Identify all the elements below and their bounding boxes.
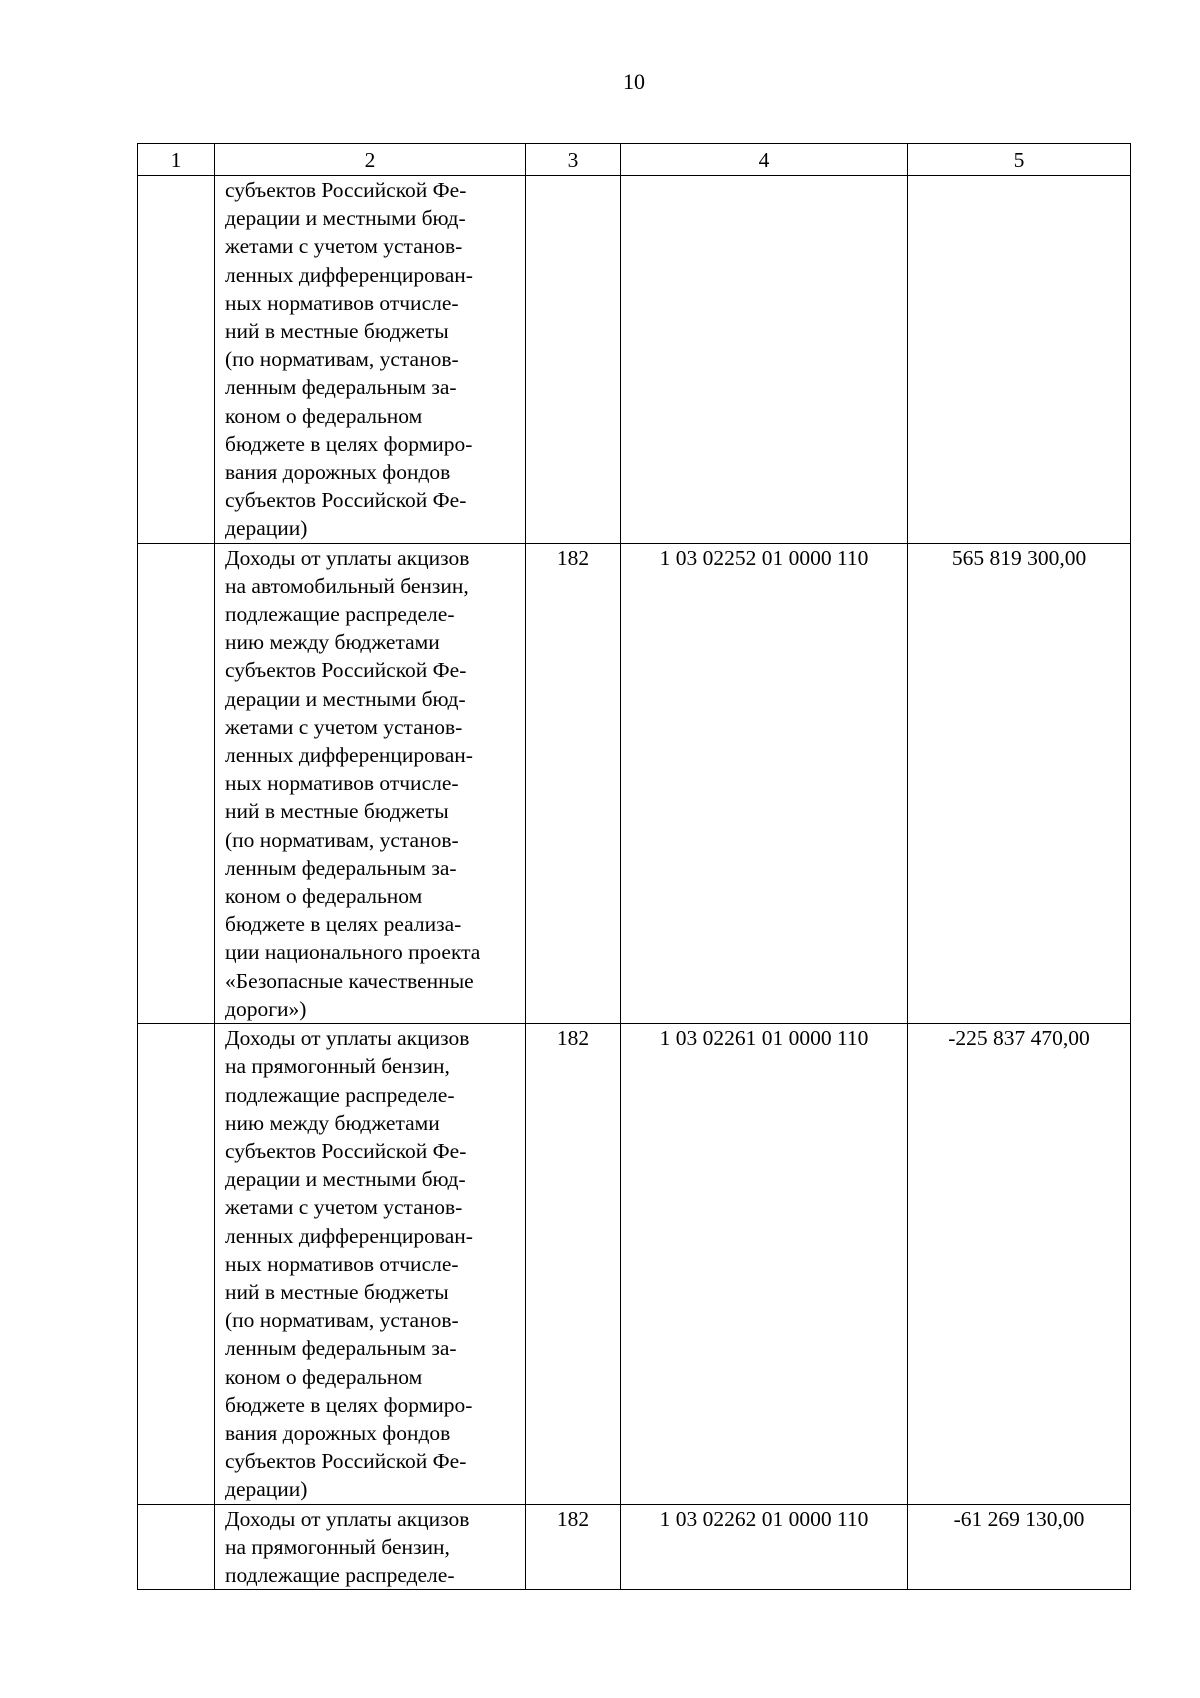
- table-row: [138, 176, 1131, 544]
- table-header-row: [138, 144, 1131, 176]
- header-col-2: 2: [215, 144, 526, 176]
- description-line: ленных дифференцирован-: [225, 262, 473, 287]
- description-line: дерации и местными бюд-: [225, 686, 466, 711]
- description-line: ленным федеральным за-: [225, 855, 457, 880]
- row-number-cell: [138, 543, 215, 1023]
- description-line: ных нормативов отчисле-: [225, 1251, 459, 1276]
- description-line: нию между бюджетами: [225, 630, 440, 655]
- description-line: Доходы от уплаты акцизов: [225, 545, 470, 570]
- table-row: [138, 543, 1131, 1023]
- header-col-1: 1: [138, 144, 215, 176]
- admin-code-cell: 182: [526, 543, 621, 1023]
- description-line: ний в местные бюджеты: [225, 799, 449, 824]
- description-line: субъектов Российской Фе-: [225, 178, 467, 202]
- budget-classification-code-cell: 1 03 02252 01 0000 110: [621, 543, 908, 1023]
- description-line: нию между бюджетами: [225, 1110, 440, 1135]
- description-line: ленных дифференцирован-: [225, 743, 473, 768]
- table-row: [138, 1504, 1131, 1590]
- admin-code-cell: 182: [526, 1504, 621, 1590]
- description-line: Доходы от уплаты акцизов: [225, 1026, 470, 1051]
- description-cell: [215, 176, 526, 544]
- header-col-4: 4: [621, 144, 908, 176]
- description-line: вания дорожных фондов: [225, 460, 451, 485]
- description-line: субъектов Российской Фе-: [225, 1138, 467, 1163]
- description-line: Доходы от уплаты акцизов: [225, 1506, 470, 1531]
- description-line: ленным федеральным за-: [225, 375, 457, 400]
- admin-code-cell: [526, 176, 621, 544]
- budget-classification-code-cell: [621, 176, 908, 544]
- description-line: «Безопасные качественные: [225, 968, 474, 993]
- description-line: подлежащие распределе-: [225, 602, 455, 627]
- description-line: субъектов Российской Фе-: [225, 1449, 467, 1474]
- description-line: субъектов Российской Фе-: [225, 488, 467, 513]
- description-line: дерации и местными бюд-: [225, 1167, 466, 1192]
- description-line: коном о федеральном: [225, 1364, 423, 1389]
- description-line: на прямогонный бензин,: [225, 1534, 450, 1559]
- description-line: на прямогонный бензин,: [225, 1054, 450, 1079]
- header-col-3: 3: [526, 144, 621, 176]
- description-line: ных нормативов отчислe-: [225, 771, 459, 796]
- description-line: дерации и местными бюд-: [225, 206, 466, 231]
- description-cell: [215, 1504, 526, 1590]
- page-number: 10: [623, 69, 645, 94]
- description-line: ленным федеральным за-: [225, 1336, 457, 1361]
- budget-classification-code-cell: 1 03 02261 01 0000 110: [621, 1024, 908, 1504]
- description-line: (по нормативам, установ-: [225, 827, 459, 852]
- row-number-cell: [138, 1504, 215, 1590]
- amount-cell: -225 837 470,00: [908, 1024, 1131, 1504]
- description-line: на автомобильный бензин,: [225, 573, 469, 598]
- table-row: [138, 1024, 1131, 1504]
- description-line: (по нормативам, установ-: [225, 1308, 459, 1333]
- description-cell: [215, 1024, 526, 1504]
- description-line: жетами с учетом установ-: [225, 714, 463, 739]
- amount-cell: 565 819 300,00: [908, 543, 1131, 1023]
- description-line: ции национального проекта: [225, 940, 481, 965]
- description-line: подлежащие распределе-: [225, 1082, 455, 1107]
- amount-cell: [908, 176, 1131, 544]
- description-line: бюджете в целях формиро-: [225, 431, 473, 456]
- budget-revenue-table: [137, 143, 1131, 1590]
- row-number-cell: [138, 176, 215, 544]
- description-line: ний в местные бюджеты: [225, 1279, 449, 1304]
- description-line: дороги»): [225, 996, 307, 1021]
- description-line: коном о федеральном: [225, 403, 423, 428]
- budget-classification-code-cell: 1 03 02262 01 0000 110: [621, 1504, 908, 1590]
- header-col-5: 5: [908, 144, 1131, 176]
- description-line: вания дорожных фондов: [225, 1420, 451, 1445]
- description-line: бюджете в целях реализа-: [225, 912, 462, 937]
- description-line: подлежащие распределе-: [225, 1562, 455, 1587]
- description-line: (по нормативам, установ-: [225, 347, 459, 372]
- admin-code-cell: 182: [526, 1024, 621, 1504]
- amount-cell: -61 269 130,00: [908, 1504, 1131, 1590]
- description-line: коном о федеральном: [225, 884, 423, 909]
- description-line: ний в местные бюджеты: [225, 319, 449, 344]
- row-number-cell: [138, 1024, 215, 1504]
- description-line: дерации): [225, 516, 308, 541]
- description-line: субъектов Российской Фе-: [225, 658, 467, 683]
- description-cell: [215, 543, 526, 1023]
- description-line: жетами с учетом установ-: [225, 234, 463, 259]
- description-line: бюджете в целях формиро-: [225, 1392, 473, 1417]
- description-line: жетами с учетом установ-: [225, 1195, 463, 1220]
- description-line: ных нормативов отчисле-: [225, 290, 459, 315]
- description-line: дерации): [225, 1477, 308, 1502]
- description-line: ленных дифференцирован-: [225, 1223, 473, 1248]
